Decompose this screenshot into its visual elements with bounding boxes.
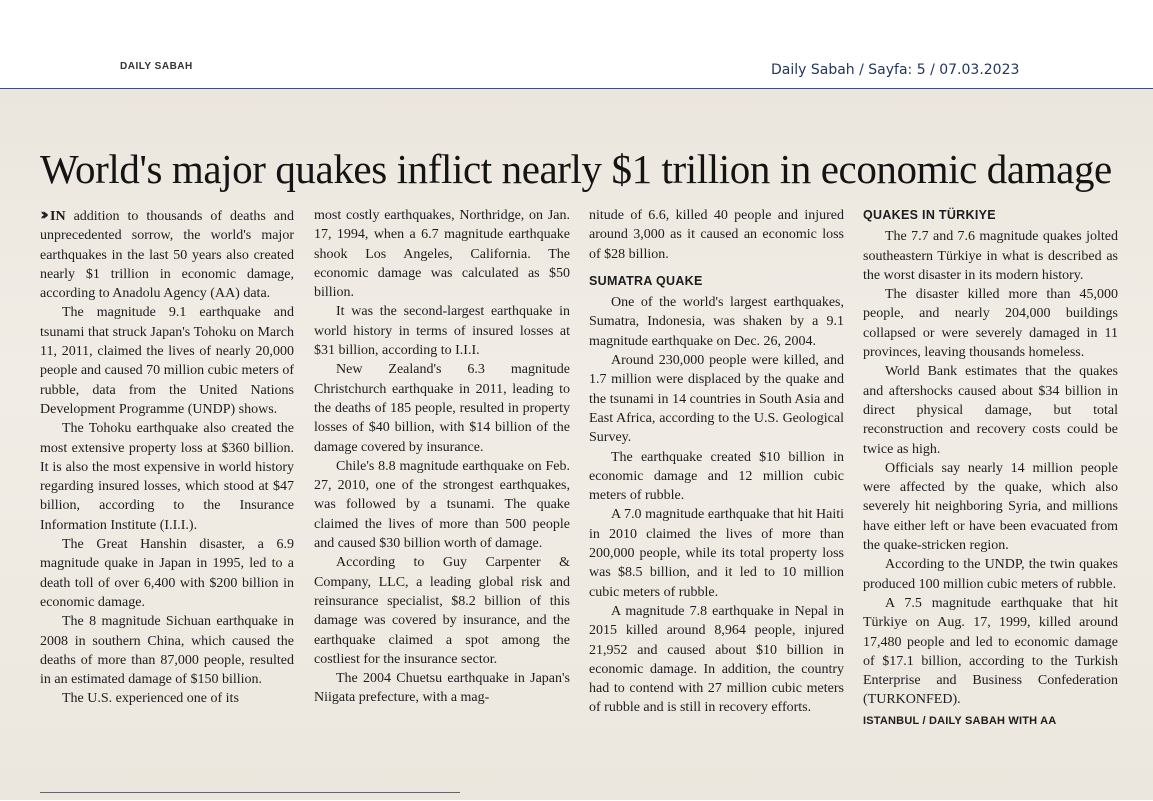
article-headline: World's major quakes inflict nearly $1 trillion in economic damage: [40, 146, 1112, 192]
lead-text: addition to thousands of deaths and unprecedented sorrow, the world's major earthquakes in the last 50 years also created nearly $1 trillion in economic damage, according to Anadolu Agency (AA) data.: [40, 209, 294, 302]
lead-paragraph: [40, 206, 294, 303]
paragraph-continued: most costly earthquakes, Northridge, on Jan. 17, 1994, when a 6.7 magnitude earthquake shook Los Angeles, California. The economic damage was calculated as $50 billion.: [314, 208, 570, 301]
paragraph: The Tohoku earthquake also created the most extensive property loss at $360 billion. It is also the most expensive in world history regarding insured losses, which stood at $47 billion, according to the Insurance Information Institute (I.I.I.).: [40, 421, 294, 533]
paragraph: The Great Hanshin disaster, a 6.9 magnitude quake in Japan in 1995, led to a death toll of over 6,400 with $200 billion in economic damage.: [40, 537, 294, 610]
paragraph: The magnitude 9.1 earthquake and tsunami that struck Japan's Tohoku on March 11, 2011, claimed the lives of nearly 20,000 people and caused 70 million cubic meters of rubble, data from the United Nations Development Programme (UNDP) shows.: [40, 305, 294, 417]
paragraph: According to Guy Carpenter & Company, LLC, a leading global risk and reinsurance specialist, $8.2 billion of this damage was covered by insurance, and the earthquake claimed a spot among the costliest for the insurance sector.: [314, 555, 570, 667]
paragraph: The 8 magnitude Sichuan earthquake in 2008 in southern China, which caused the deaths of more than 87,000 people, resulted in an estimated damage of $150 billion.: [40, 614, 294, 688]
newspaper-logo: DAILY SABAH: [120, 61, 193, 72]
paragraph: The 2004 Chuetsu earthquake in Japan's Niigata prefecture, with a mag-: [314, 671, 570, 706]
paragraph: One of the world's largest earthquakes, Sumatra, Indonesia, was shaken by a 9.1 magnitude earthquake on Dec. 26, 2004.: [589, 295, 844, 349]
article-column-1: [40, 206, 294, 709]
article-column-2: [314, 206, 570, 708]
section-subhead: SUMATRA QUAKE: [589, 273, 703, 288]
paragraph: Chile's 8.8 magnitude earthquake on Feb. 27, 2010, one of the strongest earthquakes, was followed by a tsunami. The quake claimed the lives of more than 500 people and caused $30 billion worth of damage.: [314, 458, 570, 552]
paragraph: A magnitude 7.8 earthquake in Nepal in 2015 killed around 8,964 people, injured 21,952 and caused about $10 billion in economic damage. In addition, the country had to contend with 27 million cubic meters of rubble and is still in recovery efforts.: [589, 603, 844, 716]
paragraph: It was the second-largest earthquake in world history in terms of insured losses at $31 billion, according to I.I.I.: [314, 304, 570, 359]
paragraph: The U.S. experienced one of its: [62, 691, 239, 707]
page-header: [0, 0, 1153, 90]
article-credit: ISTANBUL / DAILY SABAH WITH AA: [863, 714, 1057, 727]
paragraph-continued: nitude of 6.6, killed 40 people and injured around 3,000 as it caused an economic loss of $28 billion.: [589, 208, 844, 262]
paragraph: New Zealand's 6.3 magnitude Christchurch earthquake in 2011, leading to the deaths of 185 people, resulted in property losses of $40 billion, with $14 billion of the damage covered by insurance.: [314, 362, 570, 455]
paragraph: The earthquake created $10 billion in economic damage and 12 million cubic meters of rubble.: [589, 449, 844, 504]
article-column-4: [863, 206, 1118, 731]
paragraph: According to the UNDP, the twin quakes produced 100 million cubic meters of rubble.: [863, 557, 1118, 592]
paragraph: The 7.7 and 7.6 magnitude quakes jolted southeastern Türkiye in what is described as the worst disaster in its modern history.: [863, 229, 1118, 283]
paragraph: Around 230,000 people were killed, and 1.7 million were displaced by the quake and the tsunami in 14 countries in South Asia and East Africa, according to the U.S. Geological Survey.: [589, 353, 844, 446]
paragraph: A 7.5 magnitude earthquake that hit Türkiye on Aug. 17, 1999, killed around 17,480 people and led to economic damage of $17.1 billion, according to the Turkish Enterprise and Business Confederation (TURKONFED).: [863, 595, 1118, 708]
paragraph: The disaster killed more than 45,000 people, and nearly 204,000 buildings collapsed or were severely damaged in 11 provinces, leaving thousands homeless.: [863, 287, 1118, 361]
article-column-3: [589, 206, 844, 718]
section-subhead: QUAKES IN TÜRKIYE: [863, 208, 996, 222]
lead-caps: IN: [50, 209, 66, 224]
page-info: Daily Sabah / Sayfa: 5 / 07.03.2023: [771, 62, 1020, 78]
paragraph: A 7.0 magnitude earthquake that hit Haiti in 2010 claimed the lives of more than 200,000 people, while its total property loss was $8.5 billion, and it led to 10 million cubic meters of rubble.: [589, 507, 844, 600]
paragraph: Officials say nearly 14 million people were affected by the quake, which also severely hit neighboring Syria, and millions have either left or have been evacuated from the quake-stricken region.: [863, 460, 1118, 554]
double-chevron-icon: ››: [40, 205, 45, 225]
paragraph: World Bank estimates that the quakes and aftershocks caused about $34 billion in direct physical damage, but total reconstruction and recovery costs could be twice as high.: [863, 364, 1118, 457]
